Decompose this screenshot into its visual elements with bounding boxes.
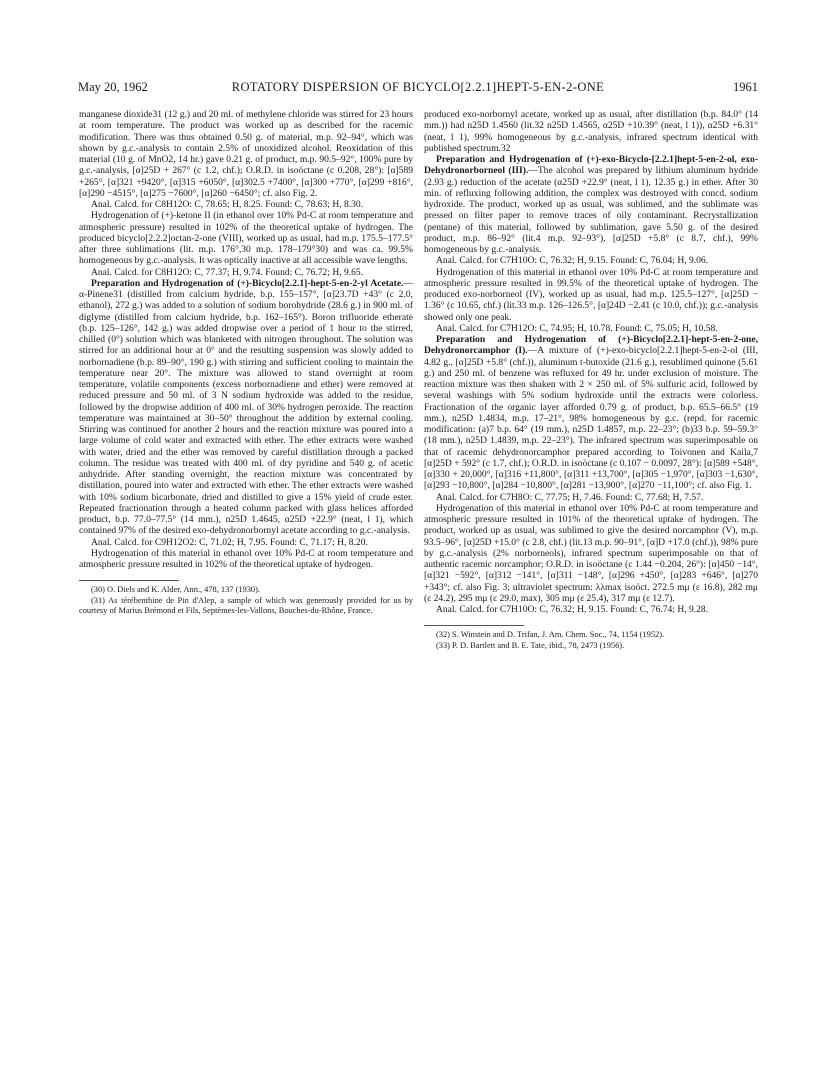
section-body: —α-Pinene31 (distilled from calcium hydride, b.p. 155–157°, [α]23.7D +43° (c 2.0, ethanol), 272 g.) was added to a solution of sodium borohydride (28.6 g.) in 900 ml. of diglyme (distilled from calcium hydride, b.p. 162–165°). Boron trifluoride etherate (b.p. 125–126°, 142 g.) was added dropwise over a period of 1 hour to the stirred, chilled (0°) solution which was blanketed with nitrogen throughout. The solution was stirred for an additional hour at 0° and the resulting suspension was slowly added to norbornadiene (b.p. 89–90°, 190 g.) with stirring and sufficient cooling to maintain the temperature near 20°. The mixture was allowed to stand overnight at room temperature, volatile components (excess norbornadiene and ether) were removed at reduced pressure and 50 ml. of 3 N sodium hydroxide was added to the residue, followed by the dropwise addition of 400 ml. of 30% hydrogen peroxide. The reaction temperature was maintained at 30–50° throughout the addition by external cooling. Stirring was continued for another 2 hours and the reaction mixture was poured into a large volume of cold water and extracted with ether. The ether extracts were washed with water, dried and the ether was removed by careful distillation through a packed column. The residue was treated with 400 ml. of dry pyridine and 540 g. of acetic anhydride. After standing overnight, the reaction mixture was concentrated by distillation, poured into water and extracted with ether. The ether extracts were washed with 10% sodium bicarbonate, dried and distilled to give a 15% yield of crude ester. Repeated fractionation through a heated column packed with glass helices afforded product, b.p. 77.0–77.5° (14 mm.), n25D 1.4645, α25D +22.9° (neat, l 1), which contained 97% of the desired exo-dehydronorbornyl acetate according to g.c.-analysis. (79, 277, 413, 537)
footnote: (32) S. Winstein and D. Trifan, J. Am. Chem. Soc., 74, 1154 (1952). (436, 630, 665, 640)
section-paragraph (424, 334, 758, 492)
page-number: 1961 (733, 80, 758, 94)
section-heading: Preparation and Hydrogenation of (+)-exo-Bicyclo-[2.2.1]hept-5-en-2-ol, exo-Dehydronorborneol (III). (424, 154, 758, 177)
section-paragraph (424, 154, 758, 255)
analysis-paragraph: Anal. Calcd. for C7H10O: C, 76.32; H, 9.15. Found: C, 76.04; H, 9.06. (436, 255, 709, 267)
section-paragraph (79, 278, 413, 537)
section-heading: Preparation and Hydrogenation of (+)-Bicyclo[2.2.1]-hept-5-en-2-yl Acetate. (91, 277, 404, 289)
paragraph: Hydrogenation of this material in ethanol over 10% Pd-C at room temperature and atmospheric pressure resulted in 101% of the theoretical uptake of hydrogen. The product, worked up as usual, was sublimed to give the desired norcamphor (V), m.p. 93.5–96°, [α]25D +15.0° (c 2.8, chf.) (lit.13 m.p. 90–91°, [α]D +17.0 (chf.)), 98% pure by g.c.-analysis (2% norborneols), infrared spectrum superimposable on that of authentic racemic norcamphor; O.R.D. in isoöctane (c 1.44 −0.204, 26°): [α]450 −14°, [α]321 −592°, [α]312 −141°, [α]311 −148°, [α]296 +450°, [α]283 +646°, [α]270 +343°; cf. also Fig. 3; ultraviolet spectrum: λλmax isoöct. 272.5 mμ (ε 16.8), 282 mμ (ε 24.2), 295 mμ (ε 29.0, max), 305 mμ (ε 25.4), 317 mμ (ε 12.7). (424, 502, 758, 604)
analysis-paragraph: Anal. Calcd. for C8H12O: C, 78.65; H, 8.25. Found: C, 78.63; H, 8.30. (91, 199, 364, 210)
footnote-divider (79, 580, 179, 581)
left-column (79, 109, 413, 616)
section-body: —A mixture of (+)-exo-bicyclo[2.2.1]hept-5-en-2-ol (III, 4.82 g., [α]25D +5.8° (chf.)), aluminum t-butoxide (21.6 g.), resublimed quinone (5.61 g.) and 250 ml. of benzene was refluxed for 49 hr. under exclusion of moisture. The reaction mixture was then shaken with 2 × 250 ml. of 5% sulfuric acid, followed by several washings with 5% sodium hydroxide until the extracts were colorless. Fractionation of the organic layer afforded 0.79 g. of product, b.p. 65.5–66.5° (19 mm.), n25D 1.4834, m.p. 17–21°, 98% homogeneous by g.c. (repd. for racemic modification: (a)7 b.p. 64° (19 mm.), n25D 1.4857, m.p. 22–23°; (b)33 b.p. 59–59.3° (18 mm.), n25D 1.4839, m.p. 22–23°). The infrared spectrum was superimposable on that of racemic dehydronorcamphor prepared according to Toivonen and Kaila,7 [α]25D + 592° (c 1.7, chf.); O.R.D. in isoöctane (c 0.107 − 0.0097, 28°): [α]589 +548°, [α]330 + 20,000°, [α]316 +11,800°, [α]311 +13,700°, [α]305 −1,970°, [α]303 −1,630°, [α]293 −10,800°, [α]284 −10,800°, [α]281 −13,900°, [α]270 −11,100°; cf. also Fig. 1. (424, 345, 758, 492)
journal-date: May 20, 1962 (78, 80, 148, 94)
analysis-paragraph: Anal. Calcd. for C7H8O: C, 77.75; H, 7.46. Found: C, 77.68; H, 7.57. (436, 491, 704, 503)
footnote: (33) P. D. Bartlett and B. E. Tate, ibid., 78, 2473 (1956). (436, 641, 625, 651)
analysis-paragraph: Anal. Calcd. for C9H12O2: C, 71.02; H, 7.95. Found: C, 71.17; H, 8.20. (91, 536, 368, 548)
paragraph: Hydrogenation of this material in ethanol over 10% Pd-C at room temperature and atmospheric pressure resulted in 102% of the theoretical uptake of hydrogen. (79, 547, 413, 570)
paragraph: produced exo-norbornyl acetate, worked up as usual, after distillation (b.p. 84.0° (14 mm.)) had n25D 1.4560 (lit.32 n25D 1.4565, α25D +10.39° (neat, l 1)), α25D +6.31° (neat, l 1), 99% homogeneous by g.c.-analysis, infrared spectrum identical with published spectrum.32 (424, 109, 758, 154)
right-column (424, 109, 758, 651)
analysis-paragraph: Anal. Calcd. for C7H12O: C, 74.95; H, 10.78. Found: C, 75.05; H, 10.58. (436, 322, 718, 334)
footnote: (30) O. Diels and K. Alder, Ann., 478, 137 (1930). (91, 585, 261, 595)
section-heading: Preparation and Hydrogenation of (+)-Bicyclo[2.2.1]-hept-5-en-2-one, Dehydronorcamphor (I). (424, 334, 758, 357)
paragraph: Hydrogenation of this material in ethanol over 10% Pd-C at room temperature and atmospheric pressure resulted in 99.5% of the theoretical uptake of hydrogen. The produced exo-norborneol (IV), worked up as usual, had m.p. 125.5–127°, [α]25D − 1.36° (c 10.65, chf.) (lit.33 m.p. 126–126.5°, [α]24D −2.41 (c 10.0, chf.)); g.c.-analysis showed only one peak. (424, 266, 758, 323)
footnote: (31) As térébenthine de Pin d'Alep, a sample of which was generously provided for us by courtesy of Marius Brémond et Fils, Septèmes-les-Vallons, Bouches-du-Rhône, France. (79, 596, 413, 616)
analysis-paragraph: Anal. Calcd. for C8H12O: C, 77.37; H, 9.74. Found: C, 76.72; H, 9.65. (91, 266, 364, 278)
paragraph: manganese dioxide31 (12 g.) and 20 ml. of methylene chloride was stirred for 23 hours at room temperature. The product was worked up as described for the racemic modification. There was thus obtained 0.50 g. of material, m.p. 92–94°, which was shown by g.c.-analysis to contain 2.5% of unoxidized alcohol. Reoxidation of this material (10 g. of MnO2, 14 hr.) gave 0.21 g. of product, m.p. 90.5–92°, 100% pure by g.c.-analysis, [α]25D + 267° (c 1.2, chf.); O.R.D. in isoöctane (c 0.208, 28°): [α]589 +265°, [α]321 +9420°, [α]315 +6050°, [α]302.5 +7400°, [α]300 +770°, [α]299 +816°, [α]290 −4515°, [α]275 −7600°, [α]260 −6450°; cf. also Fig. 2. (79, 109, 413, 199)
footnote-divider (424, 625, 524, 626)
page-header (78, 80, 758, 96)
running-title: ROTATORY DISPERSION OF BICYCLO[2.2.1]HEPT-5-EN-2-ONE (231, 80, 605, 94)
paragraph: Hydrogenation of (+)-ketone II (in ethanol over 10% Pd-C at room temperature and atmospheric pressure) resulted in 102% of the theoretical uptake of hydrogen. The produced bicyclo[2.2.2]octan-2-one (VIII), worked up as usual, had m.p. 175.5–177.5° after three sublimations (lit. m.p. 176°,30 m.p. 178–179°30) and was ca. 99.5% homogeneous by g.c.-analysis. It was optically inactive at all accessible wave lengths. (79, 210, 413, 267)
analysis-paragraph: Anal. Calcd. for C7H10O: C, 76.32; H, 9.15. Found: C, 76.74; H, 9.28. (436, 604, 709, 615)
section-body: —The alcohol was prepared by lithium aluminum hydride (2.93 g.) reduction of the acetate (α25D +22.9° (neat, l 1), 12.35 g.) in ether. After 30 min. of refluxing following addition, the complex was destroyed with concd. sodium hydroxide. The product, worked up as usual, was sublimed, and the sublimate was pressed on filter paper to remove traces of oily contaminant. Recrystallization (pentane) of this material, followed by sublimation, gave 5.50 g. of the desired product, m.p. 86–92° (lit.4 m.p. 92–93°), [α]25D +5.8° (c 8.7, chf.), 99% homogeneous by g.c.-analysis. (424, 165, 758, 255)
